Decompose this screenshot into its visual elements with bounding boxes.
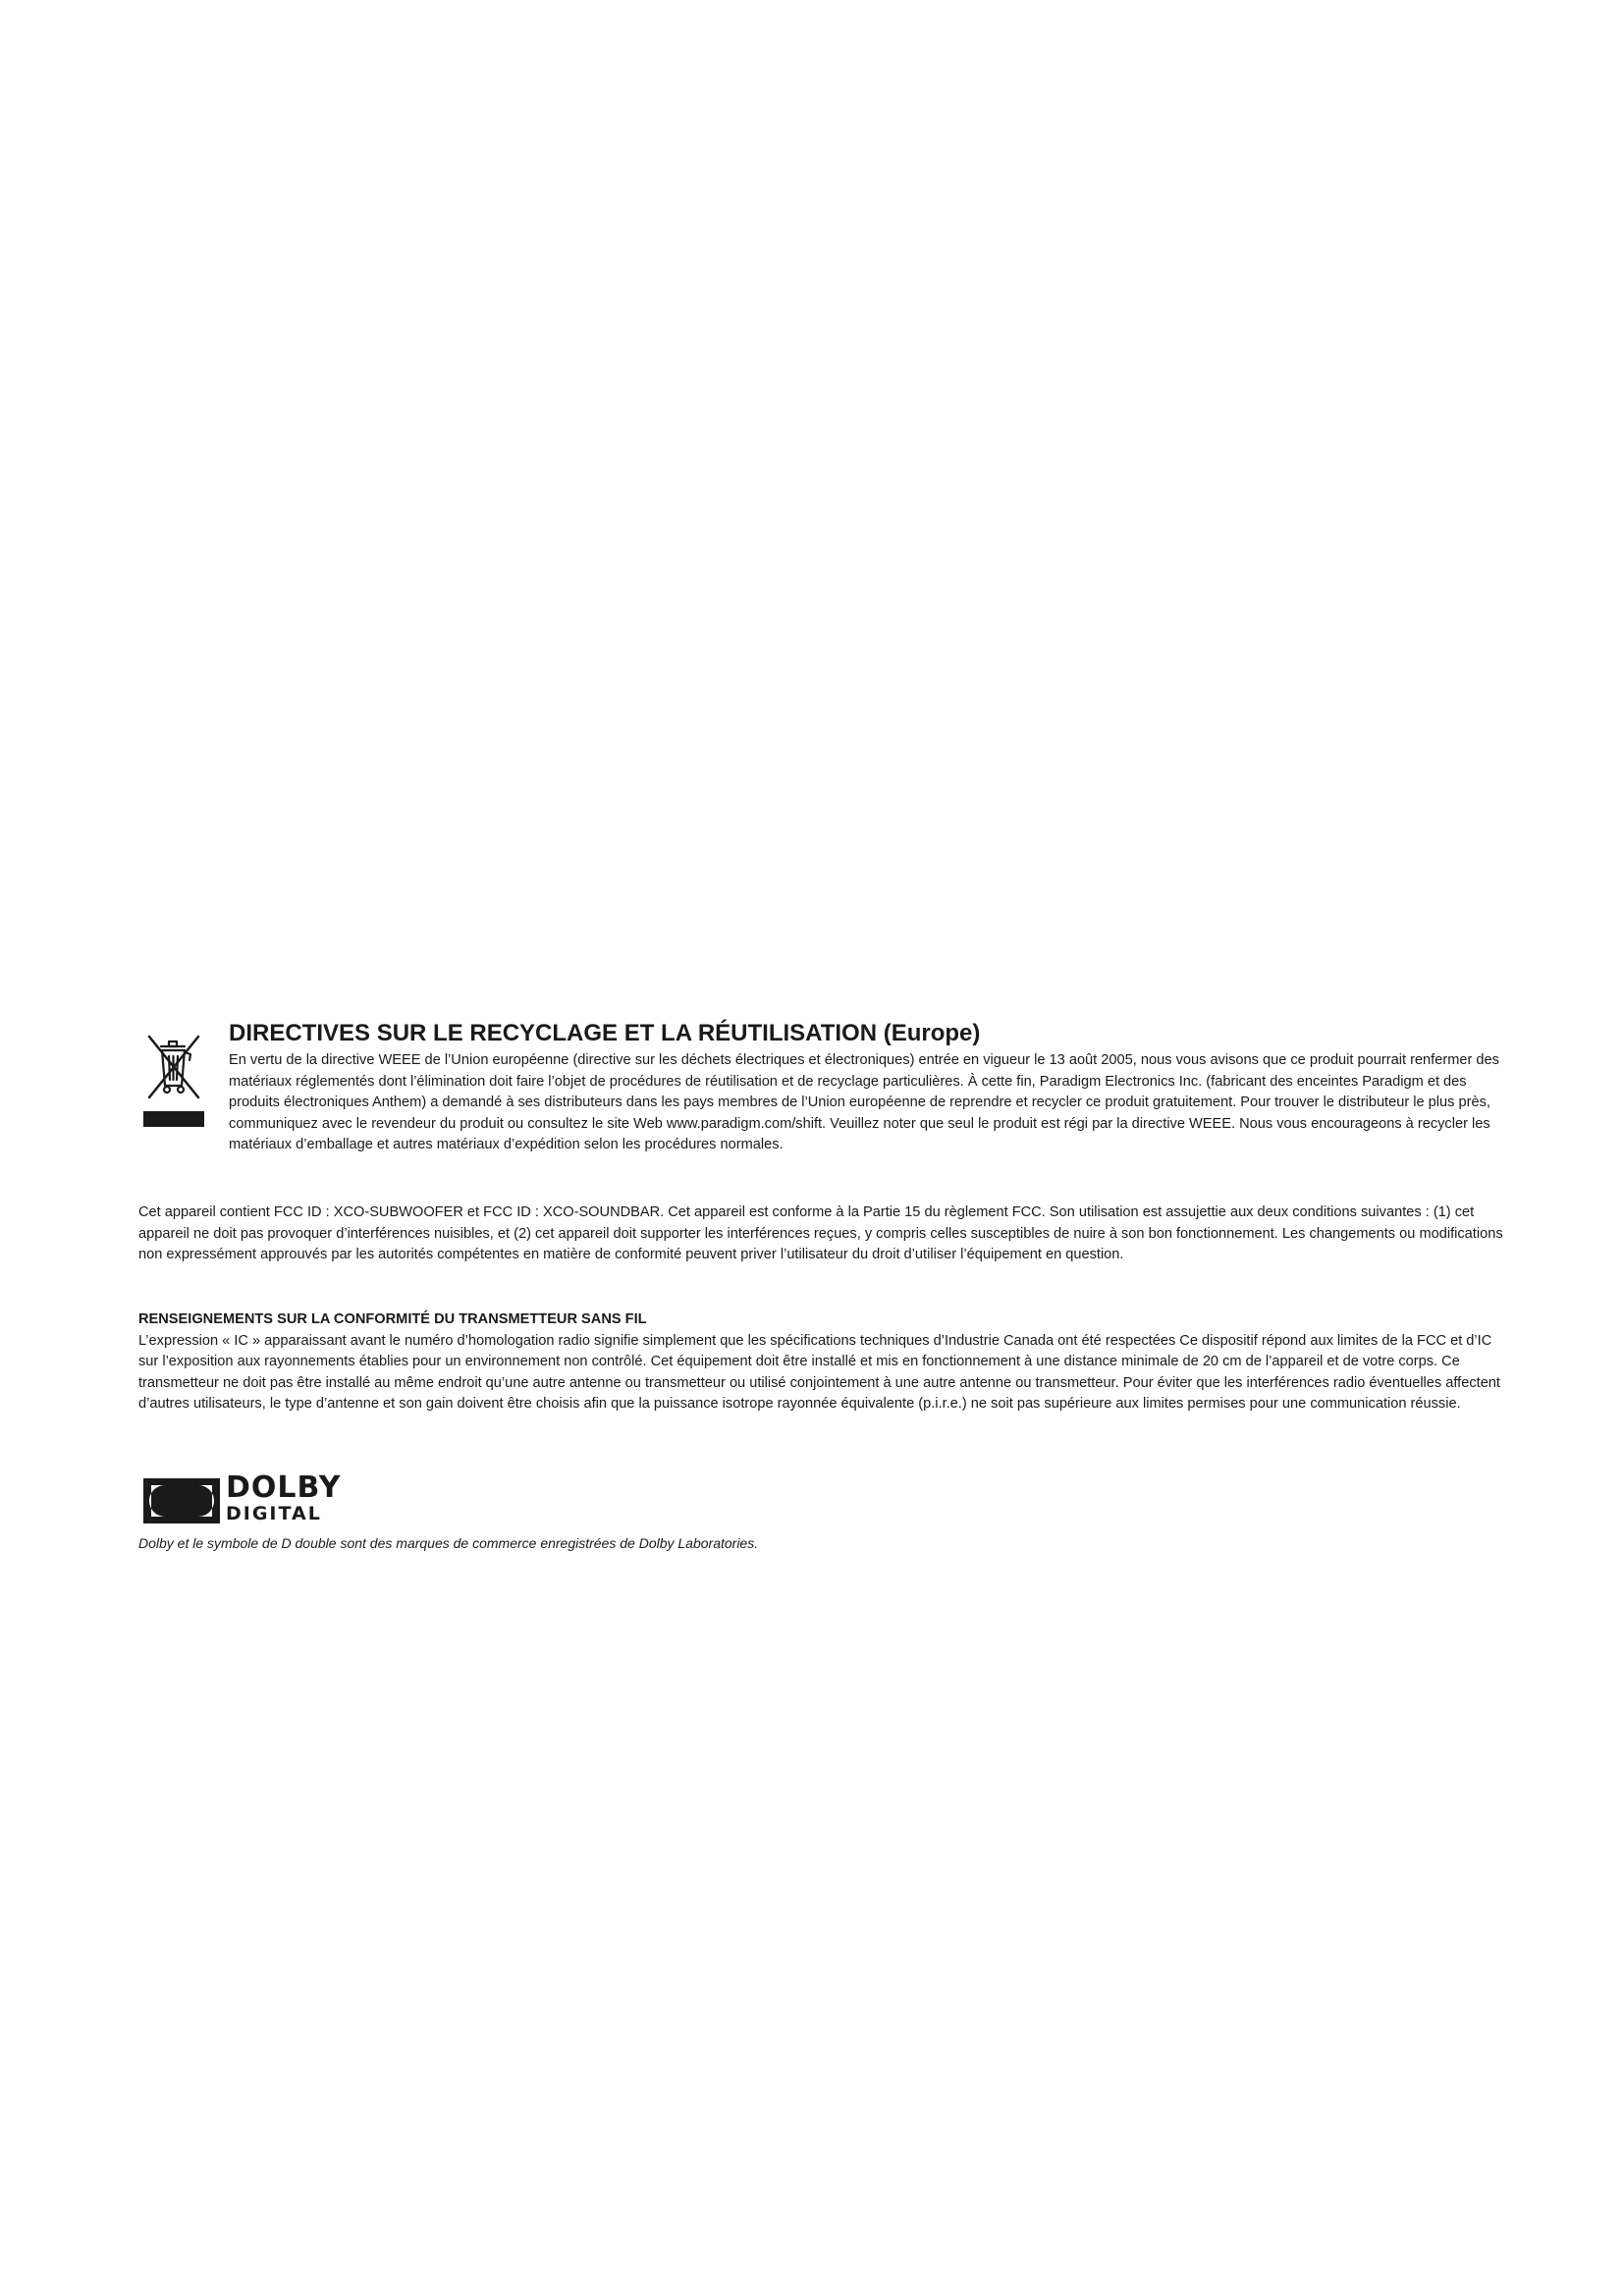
wireless-body: L’expression « IC » apparaissant avant le numéro d’homologation radio signifie simplement que les spécifications techniques d’Industrie Canada ont été respectées Ce dispositif répond aux limites de la FCC et d’IC sur l’exposition aux rayonnements établies pour un environnement non contrôlé. Cet équipement doit être installé et mis en fonctionnement à une distance minimale de 20 cm de l’appareil et de votre corps. Ce transmetteur ne doit pas être installé au même endroit qu’une autre antenne ou transmetteur ou utilisé conjointement à une autre antenne ou transmetteur. Pour éviter que les interférences radio éventuelles affectent d’autres utilisateurs, le type d’antenne et son gain doivent être choisis afin que la puissance isotrope rayonnée équivalente (p.i.r.e.) ne soit pas supérieure aux limites permises pour une communication réussie. <box>138 1332 1500 1412</box>
wireless-title: RENSEIGNEMENTS SUR LA CONFORMITÉ DU TRANSMETTEUR SANS FIL <box>138 1311 647 1327</box>
dolby-wordmark: DOLBY <box>226 1470 342 1505</box>
dolby-double-d-icon <box>143 1478 220 1523</box>
weee-section <box>229 1019 1505 1156</box>
fcc-section <box>138 1202 1503 1266</box>
weee-body: En vertu de la directive WEEE de l’Union européenne (directive sur les déchets électriques et électroniques) entrée en vigueur le 13 août 2005, nous vous avisons que ce produit pourrait renfermer des matériaux réglementés dont l’élimination doit faire l’objet de procédures de réutilisation et de recyclage particulières. À cette fin, Paradigm Electronics Inc. (fabricant des enceintes Paradigm et des produits électroniques Anthem) a demandé à ses distributeurs dans les pays membres de l’Union européenne de reprendre et recycler ce produit gratuitement. Pour trouver le distributeur le plus près, communiquez avec le revendeur du produit ou consultez le site Web www.paradigm.com/shift. Veuillez noter que seul le produit est régi par la directive WEEE. Nous vous encourageons à recycler les matériaux d’emballage et autres matériaux d’expédition selon les procédures normales. <box>229 1052 1499 1152</box>
wireless-section <box>138 1309 1503 1415</box>
weee-title: DIRECTIVES SUR LE RECYCLAGE ET LA RÉUTILISATION (Europe) <box>229 1020 981 1046</box>
fcc-body: Cet appareil contient FCC ID : XCO-SUBWOOFER et FCC ID : XCO-SOUNDBAR. Cet appareil est conforme à la Partie 15 du règlement FCC. Son utilisation est assujettie aux deux conditions suivantes : (1) cet appareil ne doit pas provoquer d’interférences nuisibles, et (2) cet appareil doit supporter les interférences reçues, y compris celles susceptibles de nuire à son bon fonctionnement. Les changements ou modifications non expressément approuvés par les autorités compétentes en matière de conformité peuvent priver l’utilisateur du droit d’utiliser l’équipement en question. <box>138 1204 1503 1262</box>
dolby-digital-logo <box>143 1472 350 1527</box>
crossed-out-wheelie-bin-icon <box>143 1031 204 1129</box>
dolby-trademark-caption: Dolby et le symbole de D double sont des marques de commerce enregistrées de Dolby Laboratories. <box>138 1535 759 1551</box>
dolby-digital-label: DIGITAL <box>226 1503 322 1524</box>
